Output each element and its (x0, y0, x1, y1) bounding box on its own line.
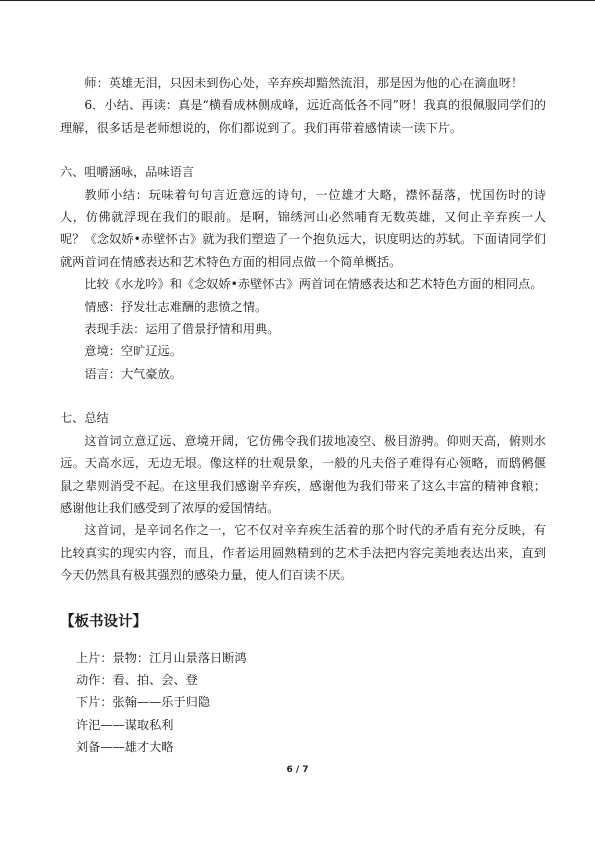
board-line: 动作：看、拍、会、登 (76, 672, 198, 687)
paragraph: 这首词，是辛词名作之一，它不仅对辛弃疾生活着的那个时代的矛盾有充分反映，有比较真实的现实内容，而且，作者运用圆熟精到的艺术手法把内容完美地表达出来，直到今天仍然具有极其强烈的感染力量，使人们百读不厌。 (60, 523, 546, 583)
board-design-title: 【板书设计】 (60, 612, 147, 630)
section-heading: 七、总结 (60, 411, 109, 426)
board-line: 下片：张翰——乐于归隐 (76, 695, 211, 710)
list-item: 意境：空旷辽远。 (84, 344, 182, 359)
paragraph: 师：英雄无泪，只因未到伤心处，辛弃疾却黯然流泪，那是因为他的心在滴血呀！ (84, 76, 524, 90)
board-line: 上片：景物：江月山景落日断鸿 (76, 650, 247, 665)
list-item: 表现手法：运用了借景抒情和用典。 (84, 322, 280, 337)
header-rule (0, 0, 595, 1)
paragraph: 这首词立意辽远、意境开阔，它仿佛令我们拔地凌空、极目游骋。仰则天高，俯则水远。天高水远，无边无垠。像这样的壮观景象，一般的凡夫俗子难得有心领略，而鸱鸺偃鼠之辈则消受不起。在这里我们感谢辛弃疾，感谢他为我们带来了这么丰富的精神食粮；感谢他让我们感受到了浓厚的爱国情结。 (60, 433, 546, 515)
paragraph: 教师小结：玩味着句句言近意远的诗句，一位雄才大略，襟怀磊落，忧国伤时的诗人，仿佛就浮现在我们的眼前。是啊，锦绣河山必然哺育无数英雄，又何止辛弃疾一人呢？《念奴娇•赤壁怀古》就为我们塑造了一个抱负远大，识度明达的苏轼。下面请同学们就两首词在情感表达和艺术特色方面的相同点做一个简单概括。 (60, 187, 546, 269)
paragraph: 6．小结、再读：真是“横看成林侧成峰，远近高低各不同”呀！我真的很佩服同学们的理解，很多话是老师想说的，你们都说到了。我们再带着感情读一读下片。 (60, 98, 546, 135)
board-line: 许汜——谋取私利 (76, 717, 174, 732)
paragraph: 比较《水龙吟》和《念奴娇•赤壁怀古》两首词在情感表达和艺术特色方面的相同点。 (84, 277, 543, 292)
list-item: 语言：大气豪放。 (84, 366, 182, 381)
board-line: 刘备——雄才大略 (76, 740, 174, 755)
document-page (60, 72, 546, 759)
list-item: 情感：抒发壮志难酬的悲愤之情。 (84, 299, 268, 314)
section-heading: 六、咀嚼涵咏，品味语言 (60, 165, 195, 180)
page-number: 6 / 7 (286, 765, 309, 775)
